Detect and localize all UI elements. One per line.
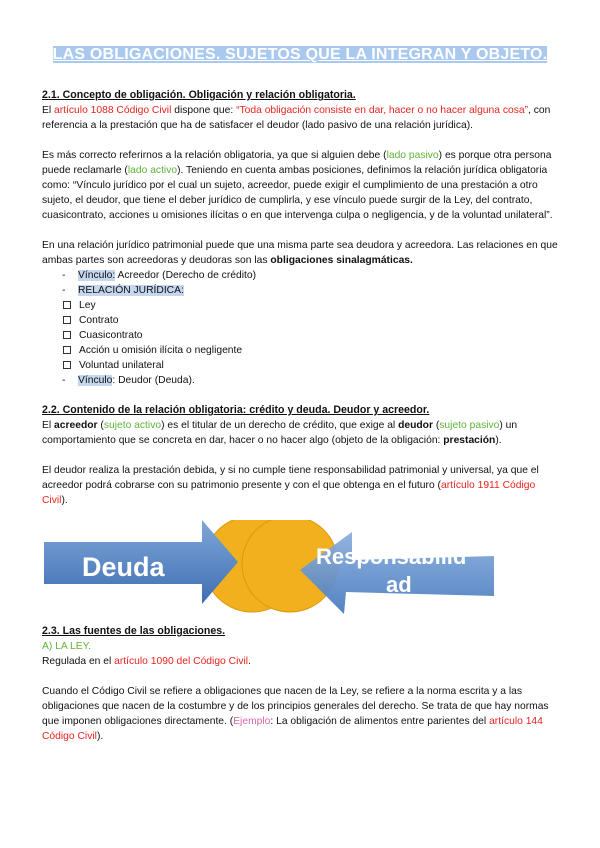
section-heading-2-2: 2.2. Contenido de la relación obligatoria: crédito y deuda. Deudor y acreedor. xyxy=(42,404,430,416)
checklist-item: Contrato xyxy=(62,313,562,328)
paragraph-sinalagmaticas: En una relación jurídico patrimonial puede que una misma parte sea deudora y acreedora. Las relaciones en que ambas partes son acreedoras y deudoras son las obligaciones sinalagmáticas. xyxy=(42,240,558,266)
deuda-responsabilidad-diagram xyxy=(42,520,562,616)
relation-list xyxy=(42,268,562,298)
checkbox-icon[interactable] xyxy=(63,301,71,309)
lado-activo: lado activo xyxy=(127,165,178,176)
label-deuda: Deuda xyxy=(82,552,165,582)
checkbox-icon[interactable] xyxy=(63,361,71,369)
section-heading-2-3: 2.3. Las fuentes de las obligaciones. xyxy=(42,625,226,637)
lado-pasivo: lado pasivo xyxy=(386,150,439,161)
subheading-la-ley: A) LA LEY. xyxy=(42,641,92,652)
list-item-vinculo-deudor: - Vínculo: Deudor (Deuda). xyxy=(62,373,562,388)
checklist-item: Voluntad unilateral xyxy=(62,358,562,373)
checkbox-icon[interactable] xyxy=(63,346,71,354)
checkbox-icon[interactable] xyxy=(63,331,71,339)
quote-definition: “Toda obligación consiste en dar, hacer o no hacer alguna cosa” xyxy=(236,105,529,116)
label-responsabilidad-1: Responsabilid xyxy=(316,544,467,569)
checkbox-icon[interactable] xyxy=(63,316,71,324)
document-body xyxy=(42,88,562,744)
ref-art-1088: artículo 1088 Código Civil xyxy=(54,105,172,116)
paragraph-ley-costumbre: Cuando el Código Civil se refiere a obligaciones que nacen de la Ley, se refiere a la norma escrita y a las obligaciones que nacen de la costumbre y de los principios generales del derecho. Se trata de que hay normas que imponen obligaciones directamente. (Ejemplo: La obligación de alimentos entre parientes del artículo 144 Código Civil). xyxy=(42,686,549,742)
section-heading-2-1: 2.1. Concepto de obligación. Obligación y relación obligatoria. xyxy=(42,89,356,101)
paragraph-art-1090: Regulada en el artículo 1090 del Código Civil. xyxy=(42,656,251,667)
list-item-relacion-juridica: - RELACIÓN JURÍDICA: xyxy=(62,283,562,298)
paragraph-responsabilidad: El deudor realiza la prestación debida, y si no cumple tiene responsabilidad patrimonial y universal, ya que el acreedor podrá cobrarse con su patrimonio presente y con el que obtenga en el futuro (artículo 1911 Código Civil). xyxy=(42,465,539,506)
checklist-item: Acción u omisión ilícita o negligente xyxy=(62,343,562,358)
paragraph-acreedor-deudor: El acreedor (sujeto activo) es el titular de un derecho de crédito, que exige al deudor (sujeto pasivo) un comportamiento que se concreta en dar, hacer o no hacer algo (objeto de la obligación: prestación). xyxy=(42,420,518,446)
ref-art-1911: artículo 1911 Código Civil xyxy=(42,480,536,506)
ref-art-144: artículo 144 Código Civil xyxy=(42,716,543,742)
paragraph-relacion-obligatoria: Es más correcto referirnos a la relación obligatoria, ya que si alguien debe (lado pasivo) es porque otra persona puede reclamarle (lado activo). Teniendo en cuenta ambas posiciones, definimos la relación jurídica obligatoria como: “Vínculo jurídico por el cual un sujeto, acreedor, puede exigir el cumplimiento de una prestación a otro sujeto, el deudor, que tiene el deber jurídico de cumplirla, y ese vínculo puede surgir de la Ley, del contrato, cuasicontrato, acciones u omisiones ilícitas o en que intervenga culpa o negligencia, y de la voluntad unilateral”. xyxy=(42,150,553,221)
paragraph-art-1088: El artículo 1088 Código Civil dispone que: “Toda obligación consiste en dar, hacer o no hacer alguna cosa”, con referencia a la prestación que ha de satisfacer el deudor (lado pasivo de una relación jurídica). xyxy=(42,105,551,131)
checklist-item: Cuasicontrato xyxy=(62,328,562,343)
ref-art-1090: artículo 1090 del Código Civil xyxy=(114,656,249,667)
document-title: LAS OBLIGACIONES. SUJETOS QUE LA INTEGRAN Y OBJETO. xyxy=(52,46,548,63)
sources-checklist xyxy=(42,298,562,373)
list-item-vinculo-acreedor: - Vínculo: Acreedor (Derecho de crédito) xyxy=(62,268,562,283)
relation-list-end xyxy=(42,373,562,388)
label-responsabilidad-2: ad xyxy=(386,572,412,597)
ejemplo-label: Ejemplo xyxy=(233,716,271,727)
diagram-svg xyxy=(42,520,562,616)
checklist-item: Ley xyxy=(62,298,562,313)
